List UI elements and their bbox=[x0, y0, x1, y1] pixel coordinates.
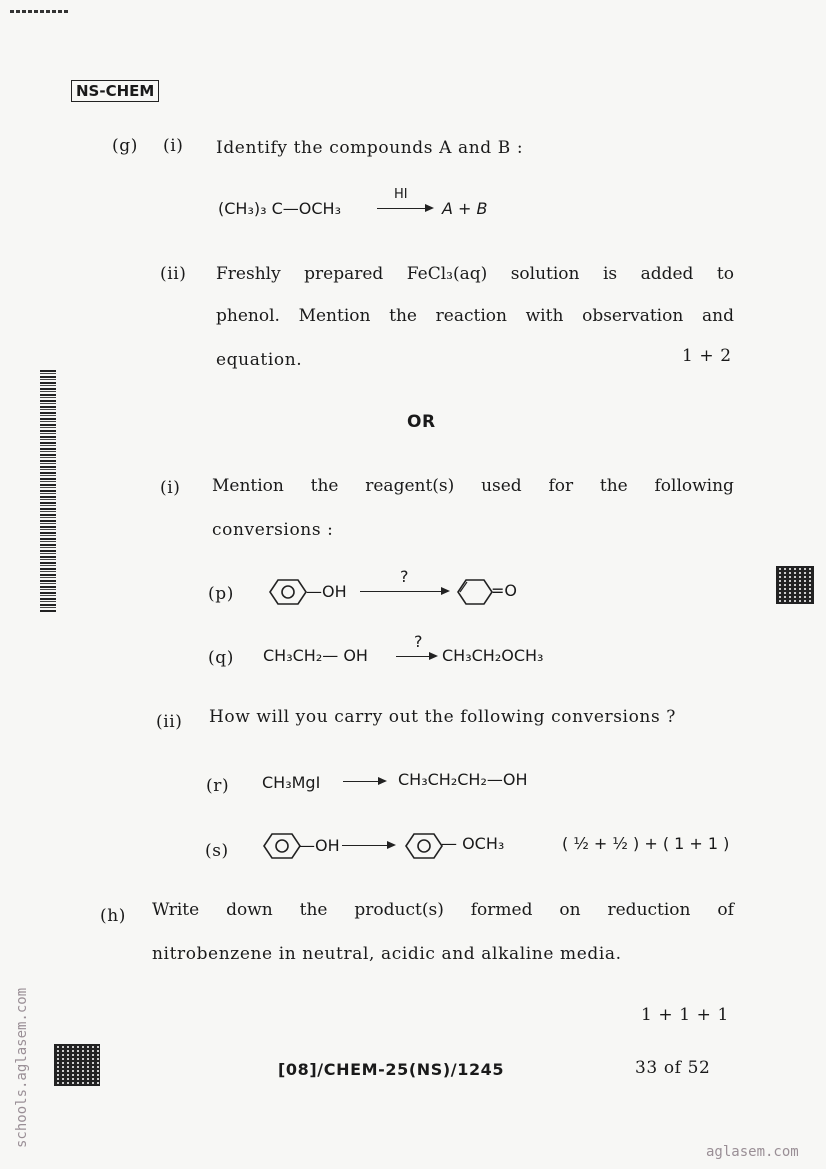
bottom-qr-code bbox=[54, 1044, 100, 1086]
q-arrow bbox=[396, 656, 436, 657]
g-ii-line3: equation. bbox=[216, 350, 303, 370]
g-ii-label: (ii) bbox=[160, 264, 187, 284]
q-product: CH₃CH₂OCH₃ bbox=[442, 646, 544, 665]
s-product-group: — OCH₃ bbox=[441, 834, 505, 853]
alt-ii-label: (ii) bbox=[156, 712, 183, 732]
paper-code: [08]/CHEM-25(NS)/1245 bbox=[278, 1060, 505, 1079]
g-label: (g) bbox=[112, 136, 138, 156]
g-i-text: Identify the compounds A and B : bbox=[216, 138, 524, 158]
g-ii-marks: 1 + 2 bbox=[682, 346, 732, 366]
alt-i-line2: conversions : bbox=[212, 520, 334, 540]
p-reactant-group: —OH bbox=[306, 582, 347, 601]
h-line1: Write down the product(s) formed on reduction of bbox=[152, 900, 734, 920]
p-arrow bbox=[360, 591, 448, 592]
g-i-reactant: (CH₃)₃ C—OCH₃ bbox=[218, 199, 341, 218]
h-line2: nitrobenzene in neutral, acidic and alkaline media. bbox=[152, 944, 622, 964]
r-product: CH₃CH₂CH₂—OH bbox=[398, 770, 528, 789]
g-ii-line2: phenol. Mention the reaction with observation and bbox=[216, 306, 734, 326]
p-product-group: =O bbox=[491, 581, 517, 600]
g-ii-line1: Freshly prepared FeCl₃(aq) solution is added to bbox=[216, 264, 734, 284]
s-marks: ( ½ + ½ ) + ( 1 + 1 ) bbox=[562, 834, 730, 853]
page-number: 33 of 52 bbox=[635, 1058, 711, 1078]
g-i-label: (i) bbox=[163, 136, 184, 156]
s-label: (s) bbox=[205, 841, 229, 861]
r-label: (r) bbox=[206, 776, 230, 796]
q-reagent: ? bbox=[414, 632, 423, 651]
q-reactant: CH₃CH₂— OH bbox=[263, 646, 368, 665]
r-reactant: CH₃MgI bbox=[262, 773, 321, 792]
h-label: (h) bbox=[100, 906, 127, 926]
g-i-product: A + B bbox=[442, 199, 488, 218]
right-qr-code bbox=[776, 566, 814, 604]
g-i-reagent: HI bbox=[394, 187, 408, 202]
s-reactant-group: —OH bbox=[299, 836, 340, 855]
top-scan-mark bbox=[10, 10, 70, 13]
alt-ii-text: How will you carry out the following conversions ? bbox=[209, 707, 676, 727]
paper-tag: NS-CHEM bbox=[71, 80, 159, 102]
r-arrow bbox=[343, 781, 385, 782]
s-arrow bbox=[342, 845, 394, 846]
h-marks: 1 + 1 + 1 bbox=[641, 1005, 729, 1025]
side-barcode bbox=[40, 370, 56, 612]
bottom-watermark: aglasem.com bbox=[706, 1144, 799, 1160]
q-label: (q) bbox=[208, 648, 234, 668]
p-reagent: ? bbox=[400, 567, 409, 586]
alt-i-line1: Mention the reagent(s) used for the following bbox=[212, 476, 734, 496]
alt-i-label: (i) bbox=[160, 478, 181, 498]
p-label: (p) bbox=[208, 584, 234, 604]
side-watermark: schools.aglasem.com bbox=[14, 987, 30, 1148]
g-i-arrow bbox=[377, 208, 432, 209]
or-label: OR bbox=[407, 412, 436, 432]
